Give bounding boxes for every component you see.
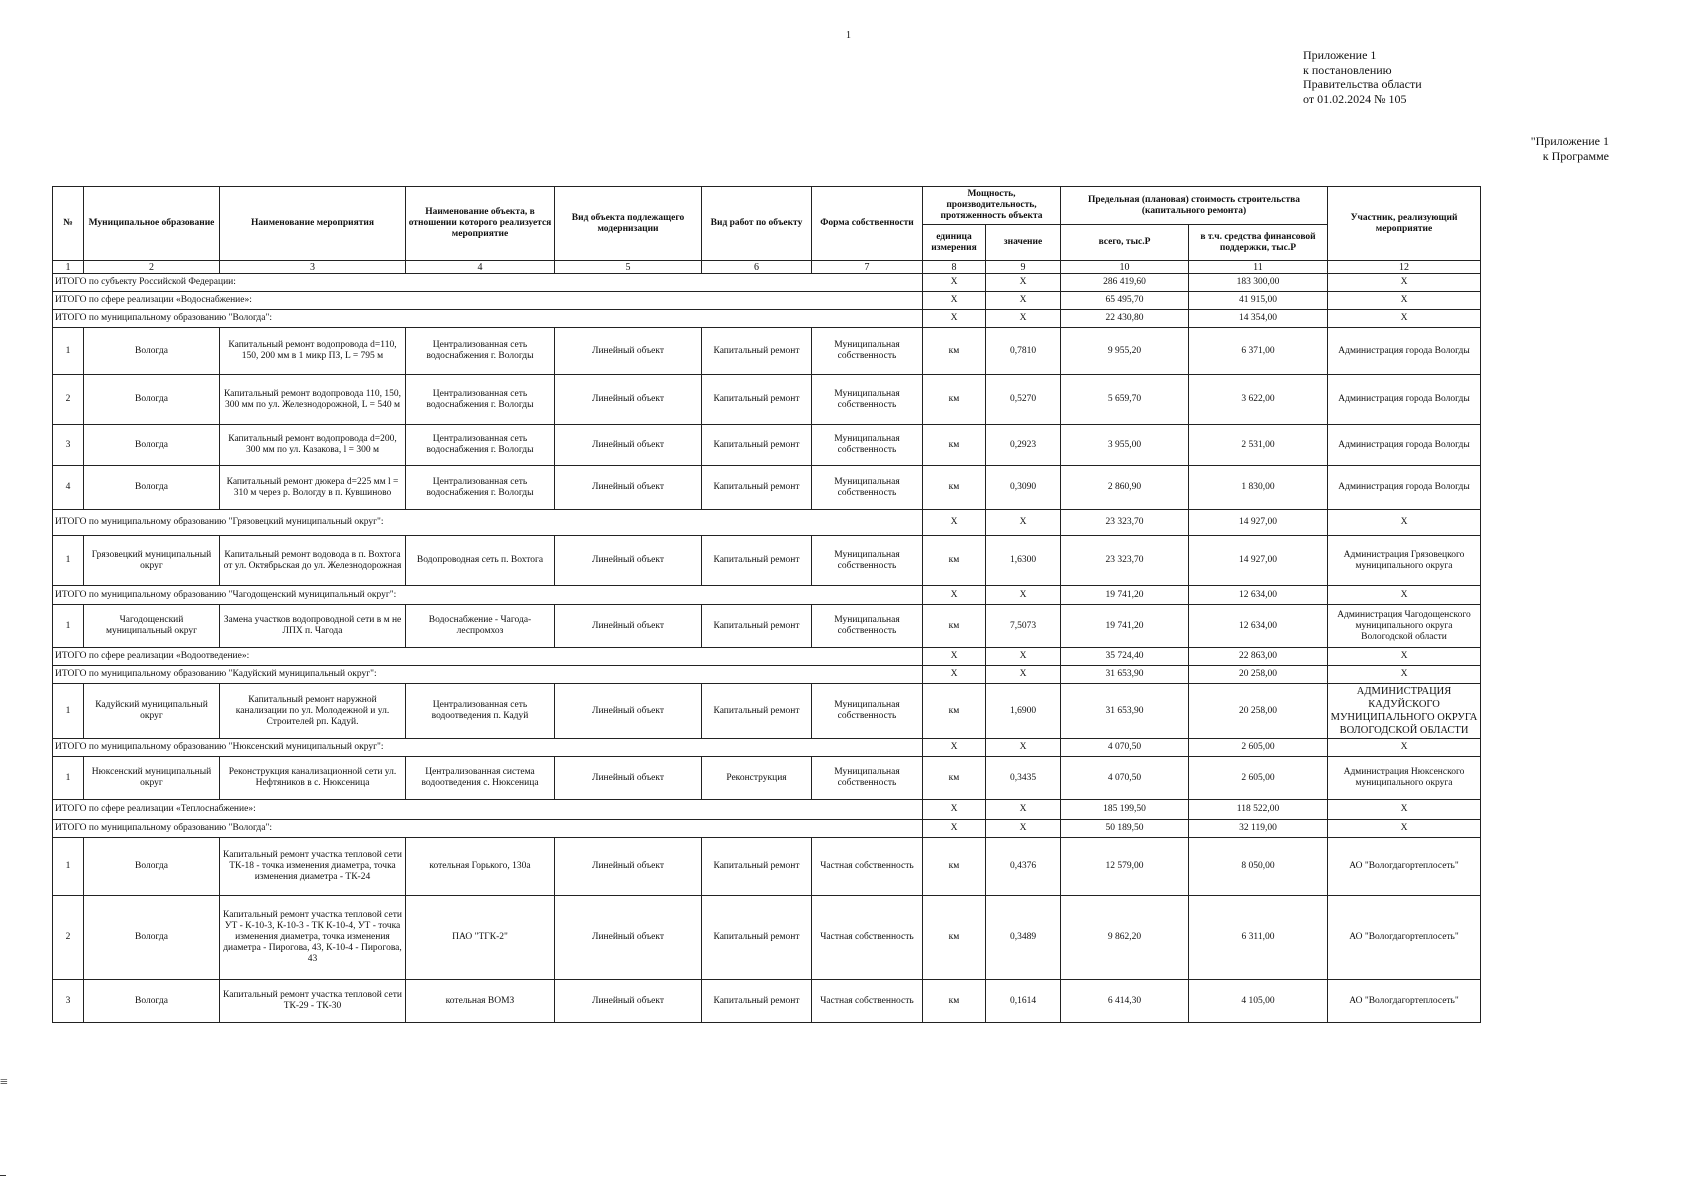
participant-cell: Администрация Грязовецкого муниципального округа <box>1328 536 1481 586</box>
measure-cell: Капитальный ремонт участка тепловой сети ТК-18 - точка изменения диаметра, точка изменения диаметра - ТК-24 <box>220 838 406 896</box>
table-row <box>53 896 1481 980</box>
row-num: 3 <box>53 980 84 1023</box>
work-type-cell: Капитальный ремонт <box>702 605 812 648</box>
municipality-cell: Вологда <box>84 328 220 375</box>
municipality-cell: Вологда <box>84 466 220 510</box>
support-cost-cell: 3 622,00 <box>1189 375 1328 425</box>
object-type-cell: Линейный объект <box>555 896 702 980</box>
participant-cell: X <box>1328 310 1481 328</box>
municipality-cell: Вологда <box>84 838 220 896</box>
unit-cell: км <box>923 536 986 586</box>
ownership-cell: Муниципальная собственность <box>812 328 923 375</box>
municipality-cell: Чагодощенский муниципальный округ <box>84 605 220 648</box>
support-cost-cell: 8 050,00 <box>1189 838 1328 896</box>
header-total: всего, тыс.Р <box>1061 225 1189 261</box>
participant-cell: X <box>1328 648 1481 666</box>
header-support: в т.ч. средства финансовой поддержки, тыс.Р <box>1189 225 1328 261</box>
total-cost-cell: 50 189,50 <box>1061 820 1189 838</box>
summary-row <box>53 739 1481 757</box>
participant-cell: АО "Вологдагортеплосеть" <box>1328 896 1481 980</box>
participant-cell: X <box>1328 274 1481 292</box>
table-row <box>53 605 1481 648</box>
total-cost-cell: 9 862,20 <box>1061 896 1189 980</box>
object-cell: котельная ВОМЗ <box>406 980 555 1023</box>
total-cost-cell: 4 070,50 <box>1061 757 1189 800</box>
participant-cell: X <box>1328 586 1481 605</box>
header-object-type: Вид объекта подлежащего модернизации <box>555 187 702 261</box>
header-num: № <box>53 187 84 261</box>
summary-row <box>53 310 1481 328</box>
value-cell: X <box>986 820 1061 838</box>
support-cost-cell: 6 311,00 <box>1189 896 1328 980</box>
row-num: 3 <box>53 425 84 466</box>
measure-cell: Капитальный ремонт водовода в п. Вохтога от ул. Октябрьская до ул. Железнодорожная <box>220 536 406 586</box>
row-num: 4 <box>53 466 84 510</box>
value-cell: 0,1614 <box>986 980 1061 1023</box>
value-cell: 1,6900 <box>986 684 1061 739</box>
summary-row <box>53 666 1481 684</box>
total-cost-cell: 3 955,00 <box>1061 425 1189 466</box>
total-cost-cell: 23 323,70 <box>1061 510 1189 536</box>
page-number: 1 <box>846 30 851 41</box>
municipality-cell: Вологда <box>84 425 220 466</box>
summary-row <box>53 510 1481 536</box>
ownership-cell: Частная собственность <box>812 980 923 1023</box>
unit-cell: км <box>923 375 986 425</box>
column-number: 4 <box>406 261 555 274</box>
summary-label: ИТОГО по муниципальному образованию "Нюксенский муниципальный округ": <box>53 739 923 757</box>
header-participant: Участник, реализующий мероприятие <box>1328 187 1481 261</box>
participant-cell: X <box>1328 666 1481 684</box>
value-cell: X <box>986 648 1061 666</box>
measure-cell: Капитальный ремонт водопровода d=110, 150, 200 мм в 1 микр ПЗ, L = 795 м <box>220 328 406 375</box>
header-object: Наименование объекта, в отношении которого реализуется мероприятие <box>406 187 555 261</box>
object-cell: Централизованная система водоотведения с. Нюксеница <box>406 757 555 800</box>
margin-dash <box>0 1175 6 1176</box>
support-cost-cell: 118 522,00 <box>1189 800 1328 820</box>
support-cost-cell: 4 105,00 <box>1189 980 1328 1023</box>
value-cell: 0,4376 <box>986 838 1061 896</box>
measure-cell: Капитальный ремонт водопровода d=200, 300 мм по ул. Казакова, l = 300 м <box>220 425 406 466</box>
unit-cell: км <box>923 684 986 739</box>
summary-label: ИТОГО по сфере реализации «Теплоснабжение»: <box>53 800 923 820</box>
total-cost-cell: 6 414,30 <box>1061 980 1189 1023</box>
column-number: 2 <box>84 261 220 274</box>
support-cost-cell: 2 605,00 <box>1189 739 1328 757</box>
summary-label: ИТОГО по муниципальному образованию "Вологда": <box>53 310 923 328</box>
ownership-cell: Муниципальная собственность <box>812 605 923 648</box>
work-type-cell: Капитальный ремонт <box>702 536 812 586</box>
unit-cell: X <box>923 292 986 310</box>
participant-cell: АО "Вологдагортеплосеть" <box>1328 838 1481 896</box>
value-cell: X <box>986 800 1061 820</box>
participant-cell: X <box>1328 292 1481 310</box>
table-row <box>53 980 1481 1023</box>
program-appendix-block <box>1531 134 1609 163</box>
participant-cell: Администрация города Вологды <box>1328 466 1481 510</box>
ownership-cell: Муниципальная собственность <box>812 536 923 586</box>
object-type-cell: Линейный объект <box>555 684 702 739</box>
object-type-cell: Линейный объект <box>555 838 702 896</box>
column-number: 5 <box>555 261 702 274</box>
unit-cell: км <box>923 838 986 896</box>
column-numbers-row <box>53 261 1481 274</box>
value-cell: X <box>986 666 1061 684</box>
participant-cell: X <box>1328 800 1481 820</box>
summary-row <box>53 586 1481 605</box>
row-num: 1 <box>53 328 84 375</box>
unit-cell: км <box>923 605 986 648</box>
unit-cell: км <box>923 466 986 510</box>
unit-cell: X <box>923 648 986 666</box>
total-cost-cell: 35 724,40 <box>1061 648 1189 666</box>
total-cost-cell: 31 653,90 <box>1061 666 1189 684</box>
row-num: 1 <box>53 757 84 800</box>
support-cost-cell: 2 531,00 <box>1189 425 1328 466</box>
appendix-line: от 01.02.2024 № 105 <box>1303 91 1407 106</box>
unit-cell: X <box>923 274 986 292</box>
table-row <box>53 838 1481 896</box>
column-number: 3 <box>220 261 406 274</box>
table-row <box>53 425 1481 466</box>
summary-label: ИТОГО по муниципальному образованию "Грязовецкий муниципальный округ": <box>53 510 923 536</box>
total-cost-cell: 9 955,20 <box>1061 328 1189 375</box>
margin-marks: ≡ <box>0 1075 8 1090</box>
appendix-block <box>1303 48 1422 106</box>
header-capacity: Мощность, производительность, протяженность объекта <box>923 187 1061 225</box>
ownership-cell: Муниципальная собственность <box>812 757 923 800</box>
value-cell: 0,7810 <box>986 328 1061 375</box>
measure-cell: Капитальный ремонт водопровода 110, 150, 300 мм по ул. Железнодорожной, L = 540 м <box>220 375 406 425</box>
support-cost-cell: 41 915,00 <box>1189 292 1328 310</box>
support-cost-cell: 12 634,00 <box>1189 605 1328 648</box>
ownership-cell: Частная собственность <box>812 838 923 896</box>
object-cell: Централизованная сеть водоснабжения г. Вологды <box>406 466 555 510</box>
table-row <box>53 536 1481 586</box>
participant-cell: Администрация города Вологды <box>1328 375 1481 425</box>
object-type-cell: Линейный объект <box>555 605 702 648</box>
support-cost-cell: 22 863,00 <box>1189 648 1328 666</box>
unit-cell: км <box>923 896 986 980</box>
municipality-cell: Грязовецкий муниципальный округ <box>84 536 220 586</box>
unit-cell: X <box>923 800 986 820</box>
summary-row <box>53 800 1481 820</box>
value-cell: X <box>986 510 1061 536</box>
program-table <box>52 186 1481 1023</box>
municipality-cell: Вологда <box>84 980 220 1023</box>
support-cost-cell: 14 927,00 <box>1189 510 1328 536</box>
summary-label: ИТОГО по субъекту Российской Федерации: <box>53 274 923 292</box>
ownership-cell: Муниципальная собственность <box>812 375 923 425</box>
object-cell: Водопроводная сеть п. Вохтога <box>406 536 555 586</box>
summary-label: ИТОГО по муниципальному образованию "Чагодощенский муниципальный округ": <box>53 586 923 605</box>
table-row <box>53 375 1481 425</box>
row-num: 1 <box>53 536 84 586</box>
work-type-cell: Капитальный ремонт <box>702 375 812 425</box>
object-type-cell: Линейный объект <box>555 375 702 425</box>
header-measure: Наименование мероприятия <box>220 187 406 261</box>
object-type-cell: Линейный объект <box>555 757 702 800</box>
unit-cell: X <box>923 310 986 328</box>
work-type-cell: Капитальный ремонт <box>702 328 812 375</box>
total-cost-cell: 19 741,20 <box>1061 586 1189 605</box>
total-cost-cell: 22 430,80 <box>1061 310 1189 328</box>
total-cost-cell: 4 070,50 <box>1061 739 1189 757</box>
participant-cell: Администрация города Вологды <box>1328 425 1481 466</box>
work-type-cell: Капитальный ремонт <box>702 425 812 466</box>
value-cell: 0,3090 <box>986 466 1061 510</box>
object-cell: Водоснабжение - Чагода-леспромхоз <box>406 605 555 648</box>
work-type-cell: Капитальный ремонт <box>702 684 812 739</box>
column-number: 9 <box>986 261 1061 274</box>
unit-cell: км <box>923 425 986 466</box>
column-number: 11 <box>1189 261 1328 274</box>
unit-cell: км <box>923 757 986 800</box>
appendix-line: к постановлению <box>1303 62 1392 77</box>
program-appendix-line: "Приложение 1 <box>1530 134 1609 148</box>
total-cost-cell: 2 860,90 <box>1061 466 1189 510</box>
summary-label: ИТОГО по сфере реализации «Водоснабжение»: <box>53 292 923 310</box>
ownership-cell: Муниципальная собственность <box>812 425 923 466</box>
participant-cell: АО "Вологдагортеплосеть" <box>1328 980 1481 1023</box>
support-cost-cell: 20 258,00 <box>1189 684 1328 739</box>
value-cell: 0,3489 <box>986 896 1061 980</box>
support-cost-cell: 14 354,00 <box>1189 310 1328 328</box>
summary-label: ИТОГО по сфере реализации «Водоотведение»: <box>53 648 923 666</box>
object-cell: Централизованная сеть водоснабжения г. Вологды <box>406 328 555 375</box>
unit-cell: км <box>923 328 986 375</box>
participant-cell: АДМИНИСТРАЦИЯ КАДУЙСКОГО МУНИЦИПАЛЬНОГО ОКРУГА ВОЛОГОДСКОЙ ОБЛАСТИ <box>1328 684 1481 739</box>
municipality-cell: Кадуйский муниципальный округ <box>84 684 220 739</box>
ownership-cell: Муниципальная собственность <box>812 684 923 739</box>
unit-cell: X <box>923 510 986 536</box>
object-cell: котельная Горького, 130а <box>406 838 555 896</box>
total-cost-cell: 286 419,60 <box>1061 274 1189 292</box>
object-cell: Централизованная сеть водоотведения п. Кадуй <box>406 684 555 739</box>
program-appendix-line: к Программе <box>1542 148 1609 163</box>
table-body <box>53 274 1481 1023</box>
value-cell: 0,3435 <box>986 757 1061 800</box>
work-type-cell: Капитальный ремонт <box>702 896 812 980</box>
value-cell: X <box>986 274 1061 292</box>
summary-row <box>53 820 1481 838</box>
total-cost-cell: 65 495,70 <box>1061 292 1189 310</box>
measure-cell: Капитальный ремонт наружной канализации по ул. Молодежной и ул. Строителей рп. Кадуй. <box>220 684 406 739</box>
work-type-cell: Капитальный ремонт <box>702 838 812 896</box>
participant-cell: Администрация Чагодощенского муниципального округа Вологодской области <box>1328 605 1481 648</box>
row-num: 1 <box>53 684 84 739</box>
column-number: 6 <box>702 261 812 274</box>
value-cell: 0,5270 <box>986 375 1061 425</box>
header-unit: единица измерения <box>923 225 986 261</box>
unit-cell: X <box>923 666 986 684</box>
value-cell: 1,6300 <box>986 536 1061 586</box>
summary-label: ИТОГО по муниципальному образованию "Вологда": <box>53 820 923 838</box>
row-num: 2 <box>53 896 84 980</box>
object-type-cell: Линейный объект <box>555 980 702 1023</box>
summary-row <box>53 292 1481 310</box>
participant-cell: Администрация города Вологды <box>1328 328 1481 375</box>
ownership-cell: Частная собственность <box>812 896 923 980</box>
header-municipality: Муниципальное образование <box>84 187 220 261</box>
object-type-cell: Линейный объект <box>555 536 702 586</box>
total-cost-cell: 19 741,20 <box>1061 605 1189 648</box>
participant-cell: X <box>1328 510 1481 536</box>
value-cell: X <box>986 739 1061 757</box>
work-type-cell: Капитальный ремонт <box>702 466 812 510</box>
measure-cell: Капитальный ремонт дюкера d=225 мм l = 310 м через р. Вологду в п. Кувшиново <box>220 466 406 510</box>
municipality-cell: Нюксенский муниципальный округ <box>84 757 220 800</box>
work-type-cell: Капитальный ремонт <box>702 980 812 1023</box>
unit-cell: X <box>923 739 986 757</box>
measure-cell: Реконструкция канализационной сети ул. Нефтяников в с. Нюксеница <box>220 757 406 800</box>
unit-cell: X <box>923 586 986 605</box>
column-number: 8 <box>923 261 986 274</box>
column-number: 1 <box>53 261 84 274</box>
header-cost: Предельная (плановая) стоимость строительства (капитального ремонта) <box>1061 187 1328 225</box>
row-num: 2 <box>53 375 84 425</box>
object-cell: ПАО "ТГК-2" <box>406 896 555 980</box>
header-value: значение <box>986 225 1061 261</box>
unit-cell: км <box>923 980 986 1023</box>
value-cell: 0,2923 <box>986 425 1061 466</box>
measure-cell: Капитальный ремонт участка тепловой сети ТК-29 - ТК-30 <box>220 980 406 1023</box>
summary-row <box>53 274 1481 292</box>
table-row <box>53 466 1481 510</box>
object-type-cell: Линейный объект <box>555 328 702 375</box>
appendix-line: Правительства области <box>1303 77 1422 91</box>
object-cell: Централизованная сеть водоснабжения г. Вологды <box>406 375 555 425</box>
participant-cell: Администрация Нюксенского муниципального округа <box>1328 757 1481 800</box>
work-type-cell: Реконструкция <box>702 757 812 800</box>
column-number: 12 <box>1328 261 1481 274</box>
value-cell: X <box>986 310 1061 328</box>
unit-cell: X <box>923 820 986 838</box>
total-cost-cell: 5 659,70 <box>1061 375 1189 425</box>
total-cost-cell: 185 199,50 <box>1061 800 1189 820</box>
summary-label: ИТОГО по муниципальному образованию "Кадуйский муниципальный округ": <box>53 666 923 684</box>
value-cell: X <box>986 586 1061 605</box>
object-cell: Централизованная сеть водоснабжения г. Вологды <box>406 425 555 466</box>
support-cost-cell: 20 258,00 <box>1189 666 1328 684</box>
appendix-line: Приложение 1 <box>1303 48 1377 62</box>
header-ownership: Форма собственности <box>812 187 923 261</box>
support-cost-cell: 2 605,00 <box>1189 757 1328 800</box>
table-row <box>53 757 1481 800</box>
row-num: 1 <box>53 605 84 648</box>
row-num: 1 <box>53 838 84 896</box>
table-row <box>53 684 1481 739</box>
municipality-cell: Вологда <box>84 375 220 425</box>
header-work-type: Вид работ по объекту <box>702 187 812 261</box>
column-number: 10 <box>1061 261 1189 274</box>
support-cost-cell: 14 927,00 <box>1189 536 1328 586</box>
support-cost-cell: 1 830,00 <box>1189 466 1328 510</box>
column-number: 7 <box>812 261 923 274</box>
participant-cell: X <box>1328 739 1481 757</box>
support-cost-cell: 32 119,00 <box>1189 820 1328 838</box>
value-cell: X <box>986 292 1061 310</box>
object-type-cell: Линейный объект <box>555 466 702 510</box>
total-cost-cell: 12 579,00 <box>1061 838 1189 896</box>
support-cost-cell: 6 371,00 <box>1189 328 1328 375</box>
support-cost-cell: 183 300,00 <box>1189 274 1328 292</box>
total-cost-cell: 23 323,70 <box>1061 536 1189 586</box>
total-cost-cell: 31 653,90 <box>1061 684 1189 739</box>
measure-cell: Замена участков водопроводной сети в м не ЛПХ п. Чагода <box>220 605 406 648</box>
measure-cell: Капитальный ремонт участка тепловой сети УТ - К-10-3, К-10-3 - ТК К-10-4, УТ - точка изменения диаметра, точка изменения диаметра - Пирогова, 43, К-10-4 - Пирогова, 43 <box>220 896 406 980</box>
participant-cell: X <box>1328 820 1481 838</box>
support-cost-cell: 12 634,00 <box>1189 586 1328 605</box>
municipality-cell: Вологда <box>84 896 220 980</box>
value-cell: 7,5073 <box>986 605 1061 648</box>
table-row <box>53 328 1481 375</box>
summary-row <box>53 648 1481 666</box>
object-type-cell: Линейный объект <box>555 425 702 466</box>
ownership-cell: Муниципальная собственность <box>812 466 923 510</box>
